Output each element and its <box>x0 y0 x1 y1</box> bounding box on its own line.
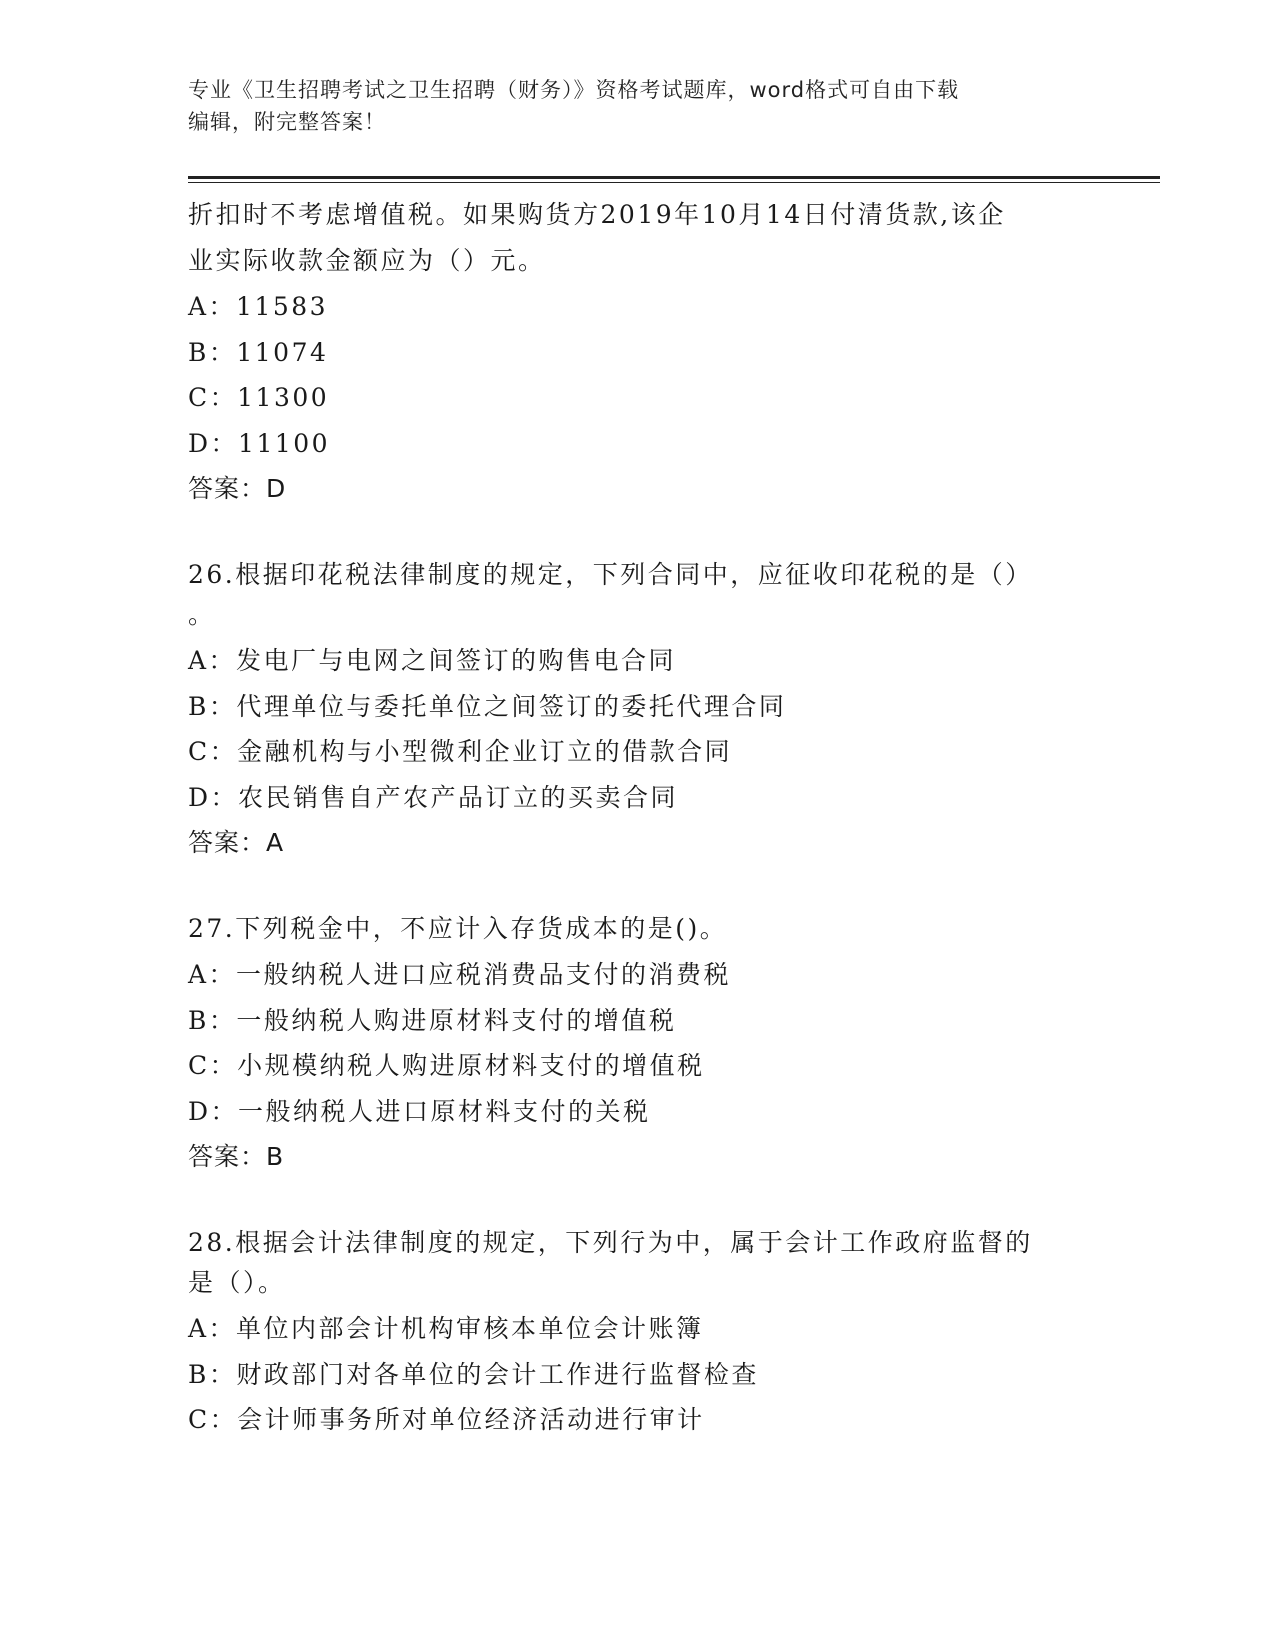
option-c: C：金融机构与小型微利企业订立的借款合同 <box>188 737 733 766</box>
option-c: C：小规模纳税人购进原材料支付的增值税 <box>188 1051 705 1080</box>
header-rule-thin <box>188 182 1160 183</box>
question-text: 业实际收款金额应为（）元。 <box>188 246 546 275</box>
option-a: A：发电厂与电网之间签订的购售电合同 <box>188 646 677 675</box>
question-text: 27.下列税金中，不应计入存货成本的是()。 <box>188 914 728 943</box>
answer-line: 答案：D <box>188 474 287 503</box>
option-b: B：财政部门对各单位的会计工作进行监督检查 <box>188 1359 759 1389</box>
question-text: 折扣时不考虑增值税。如果购货方2019年10月14日付清货款,该企 <box>188 200 1006 229</box>
option-a: A：单位内部会计机构审核本单位会计账簿 <box>188 1314 704 1343</box>
option-b: B：一般纳税人购进原材料支付的增值税 <box>188 1005 677 1035</box>
option-c: C：会计师事务所对单位经济活动进行审计 <box>188 1405 705 1434</box>
document-header <box>188 74 1068 138</box>
question-text: 28.根据会计法律制度的规定，下列行为中，属于会计工作政府监督的 <box>188 1228 1033 1257</box>
question-25 <box>188 192 1088 512</box>
option-d: D：11100 <box>188 428 331 458</box>
spacer <box>188 512 1088 552</box>
option-b: B：代理单位与委托单位之间签订的委托代理合同 <box>188 691 787 721</box>
option-a: A：11583 <box>188 292 329 321</box>
question-27 <box>188 906 1088 1180</box>
question-list <box>188 192 1088 1443</box>
answer-line: 答案：A <box>188 828 285 857</box>
header-line-2: 编辑，附完整答案！ <box>188 110 386 134</box>
question-text: 是（）。 <box>188 1268 286 1297</box>
header-line-1: 专业《卫生招聘考试之卫生招聘（财务）》资格考试题库，word格式可自由下载 <box>188 78 960 102</box>
answer-line: 答案：B <box>188 1142 285 1171</box>
spacer <box>188 866 1088 906</box>
spacer <box>188 1180 1088 1220</box>
question-28 <box>188 1220 1088 1443</box>
option-b: B：11074 <box>188 337 329 367</box>
question-text: 26.根据印花税法律制度的规定，下列合同中，应征收印花税的是（） <box>188 560 1033 589</box>
header-rule-thick <box>188 176 1160 179</box>
option-a: A：一般纳税人进口应税消费品支付的消费税 <box>188 960 732 989</box>
option-c: C：11300 <box>188 383 330 412</box>
question-text: 。 <box>188 600 216 629</box>
option-d: D：农民销售自产农产品订立的买卖合同 <box>188 782 679 812</box>
question-26 <box>188 552 1088 866</box>
option-d: D：一般纳税人进口原材料支付的关税 <box>188 1096 651 1126</box>
